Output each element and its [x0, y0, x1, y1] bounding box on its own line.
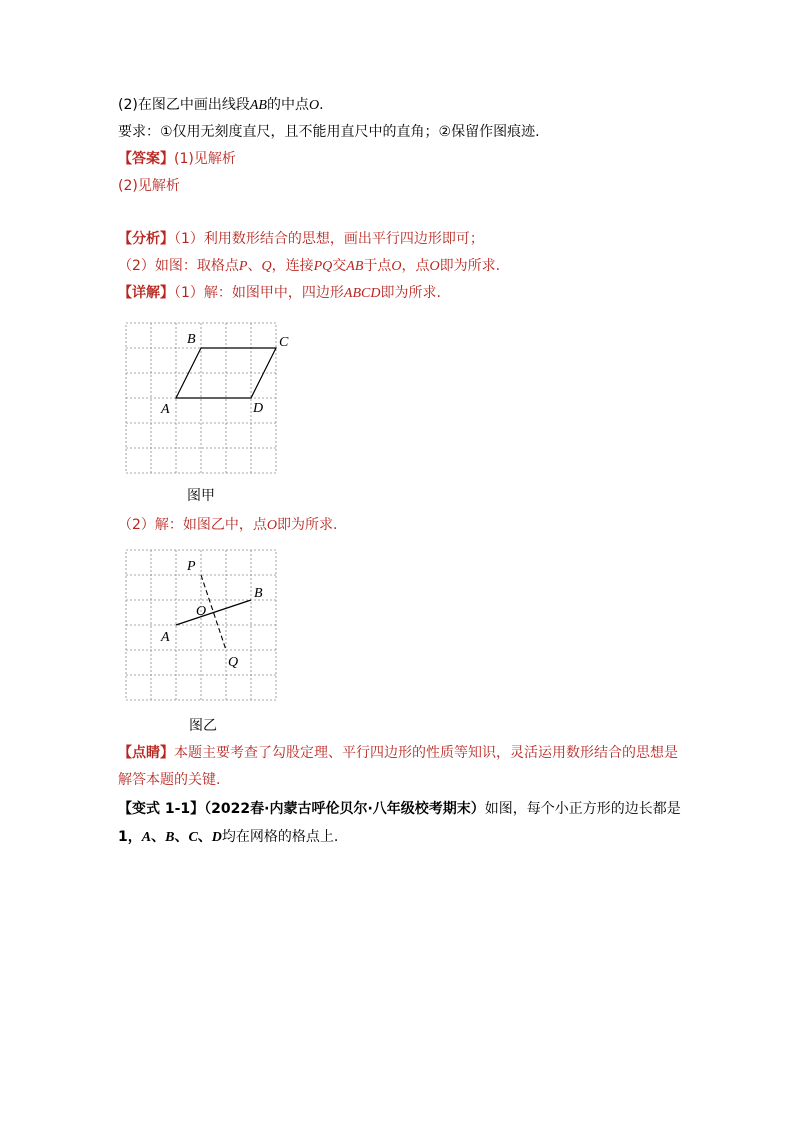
variant-line-2: 1，A、B、C、D均在网格的格点上.: [118, 829, 339, 845]
label-d: D: [253, 401, 264, 416]
figure-jia: [118, 318, 318, 478]
answer-line-1: 【答案】(1)见解析: [118, 151, 236, 167]
variant-tag: 【变式 1-1】: [118, 801, 205, 817]
detail-tag: 【详解】: [118, 285, 174, 301]
label-a: A: [161, 402, 170, 417]
figure-yi: [118, 545, 318, 705]
figure-yi-caption: 图乙: [189, 718, 217, 734]
analysis-tag: 【分析】: [118, 231, 174, 247]
detail-line-1: 【详解】（1）解：如图甲中，四边形ABCD即为所求.: [118, 285, 441, 301]
label-q: Q: [228, 655, 239, 670]
detail-line-2: （2）解：如图乙中，点O即为所求.: [118, 517, 338, 533]
label-o: O: [196, 604, 207, 619]
comment-line-2: 解答本题的关键.: [118, 772, 221, 788]
grid-yi: [126, 550, 276, 700]
label-b: B: [187, 332, 196, 347]
segment-ab: [176, 600, 251, 625]
question-2: (2)在图乙中画出线段AB的中点O.: [118, 97, 324, 113]
analysis-line-2: （2）如图：取格点P、Q，连接PQ交AB于点O，点O即为所求.: [118, 258, 501, 274]
requirement-text: 要求：①仅用无刻度直尺，且不能用直尺中的直角；②保留作图痕迹.: [118, 124, 540, 140]
label-p: P: [187, 559, 196, 574]
label-a2: A: [161, 630, 170, 645]
analysis-line-1: 【分析】（1）利用数形结合的思想，画出平行四边形即可；: [118, 231, 484, 247]
variant-line-1: 【变式 1-1】（2022春·内蒙古呼伦贝尔·八年级校考期末）如图，每个小正方形的边长都是: [118, 801, 681, 817]
answer-tag: 【答案】: [118, 151, 174, 167]
comment-tag: 【点睛】: [118, 745, 174, 761]
label-b2: B: [254, 586, 263, 601]
answer-line-2: (2)见解析: [118, 178, 180, 194]
label-c: C: [279, 335, 289, 350]
figure-jia-caption: 图甲: [187, 488, 215, 504]
comment-line-1: 【点睛】本题主要考查了勾股定理、平行四边形的性质等知识，灵活运用数形结合的思想是: [118, 745, 678, 761]
